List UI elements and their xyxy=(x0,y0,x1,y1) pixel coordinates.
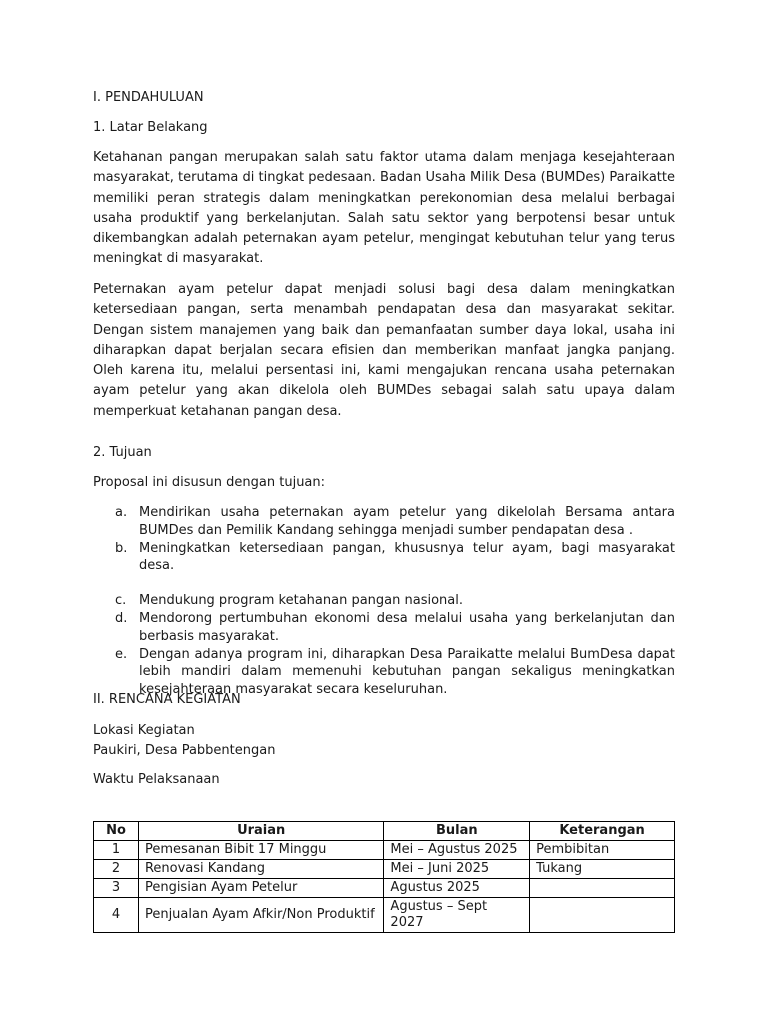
list-item xyxy=(93,592,675,610)
cell-keterangan: Tukang xyxy=(530,860,675,879)
cell-uraian: Pengisian Ayam Petelur xyxy=(138,879,383,898)
list-marker: c. xyxy=(115,593,127,609)
section-heading-rencana-kegiatan: II. RENCANA KEGIATAN xyxy=(93,692,241,707)
column-header-bulan: Bulan xyxy=(384,822,530,841)
cell-keterangan xyxy=(530,879,675,898)
cell-no: 4 xyxy=(94,898,139,933)
cell-no: 1 xyxy=(94,841,139,860)
paragraph-latar-belakang-1: Ketahanan pangan merupakan salah satu faktor utama dalam menjaga kesejahteraan masyarakat, terutama di tingkat pedesaan. Badan Usaha Milik Desa (BUMDes) Paraikatte memiliki peran strategis dalam meningkatkan perekonomian desa melalui berbagai usaha produktif yang berkelanjutan. Salah satu sektor yang berpotensi besar untuk dikembangkan adalah peternakan ayam petelur, mengingat kebutuhan telur yang terus meningkat di masyarakat. xyxy=(93,150,675,267)
list-marker: d. xyxy=(115,610,128,626)
schedule-table xyxy=(93,821,675,933)
column-header-uraian: Uraian xyxy=(138,822,383,841)
list-item-text: Mendorong pertumbuhan ekonomi desa melalui usaha yang berkelanjutan dan berbasis masyarakat. xyxy=(139,610,675,644)
cell-uraian: Renovasi Kandang xyxy=(138,860,383,879)
table-row xyxy=(94,898,675,933)
list-marker: b. xyxy=(115,540,128,556)
cell-bulan: Mei – Juni 2025 xyxy=(384,860,530,879)
list-item xyxy=(93,504,675,540)
cell-bulan: Agustus 2025 xyxy=(384,879,530,898)
list-item xyxy=(93,610,675,646)
table-row xyxy=(94,879,675,898)
table-row xyxy=(94,860,675,879)
table-header-row xyxy=(94,822,675,841)
section-heading-pendahuluan: I. PENDAHULUAN xyxy=(93,90,204,105)
list-item xyxy=(93,540,675,576)
cell-uraian: Pemesanan Bibit 17 Minggu xyxy=(138,841,383,860)
paragraph-latar-belakang-2: Peternakan ayam petelur dapat menjadi solusi bagi desa dalam meningkatkan ketersediaan pangan, serta menambah pendapatan desa dan masyarakat sekitar. Dengan sistem manajemen yang baik dan pemanfaatan sumber daya lokal, usaha ini diharapkan dapat berjalan secara efisien dan memberikan manfaat jangka panjang. Oleh karena itu, melalui persentasi ini, kami mengajukan rencana usaha peternakan ayam petelur yang akan dikelola oleh BUMDes sebagai salah satu upaya dalam memperkuat ketahanan pangan desa. xyxy=(93,282,675,419)
cell-no: 2 xyxy=(94,860,139,879)
table-row xyxy=(94,841,675,860)
list-item-text: Meningkatkan ketersediaan pangan, khususnya telur ayam, bagi masyarakat desa. xyxy=(139,540,675,574)
cell-uraian: Penjualan Ayam Afkir/Non Produktif xyxy=(138,898,383,933)
list-item-text: Dengan adanya program ini, diharapkan Desa Paraikatte melalui BumDesa dapat lebih mandiri dalam memenuhi kebutuhan pangan sekaligus meningkatkan kesejahteraan masyarakat secara keseluruhan. xyxy=(139,646,675,698)
cell-bulan: Agustus – Sept 2027 xyxy=(384,898,530,933)
list-marker: a. xyxy=(115,505,128,520)
cell-no: 3 xyxy=(94,879,139,898)
tujuan-list xyxy=(93,504,675,699)
list-marker: e. xyxy=(115,646,128,662)
list-item-text: Mendirikan usaha peternakan ayam petelur yang dikelolah Bersama antara BUMDes dan Pemilik Kandang sehingga menjadi sumber pendapatan desa . xyxy=(139,505,675,538)
column-header-no: No xyxy=(94,822,139,841)
subheading-tujuan: 2. Tujuan xyxy=(93,445,152,460)
tujuan-intro: Proposal ini disusun dengan tujuan: xyxy=(93,475,326,490)
lokasi-value: Paukiri, Desa Pabbentengan xyxy=(93,743,276,758)
subheading-latar-belakang: 1. Latar Belakang xyxy=(93,120,208,135)
cell-bulan: Mei – Agustus 2025 xyxy=(384,841,530,860)
column-header-keterangan: Keterangan xyxy=(530,822,675,841)
cell-keterangan: Pembibitan xyxy=(530,841,675,860)
waktu-label: Waktu Pelaksanaan xyxy=(93,772,220,787)
lokasi-label: Lokasi Kegiatan xyxy=(93,723,195,738)
cell-keterangan xyxy=(530,898,675,933)
list-item-text: Mendukung program ketahanan pangan nasional. xyxy=(139,593,464,609)
